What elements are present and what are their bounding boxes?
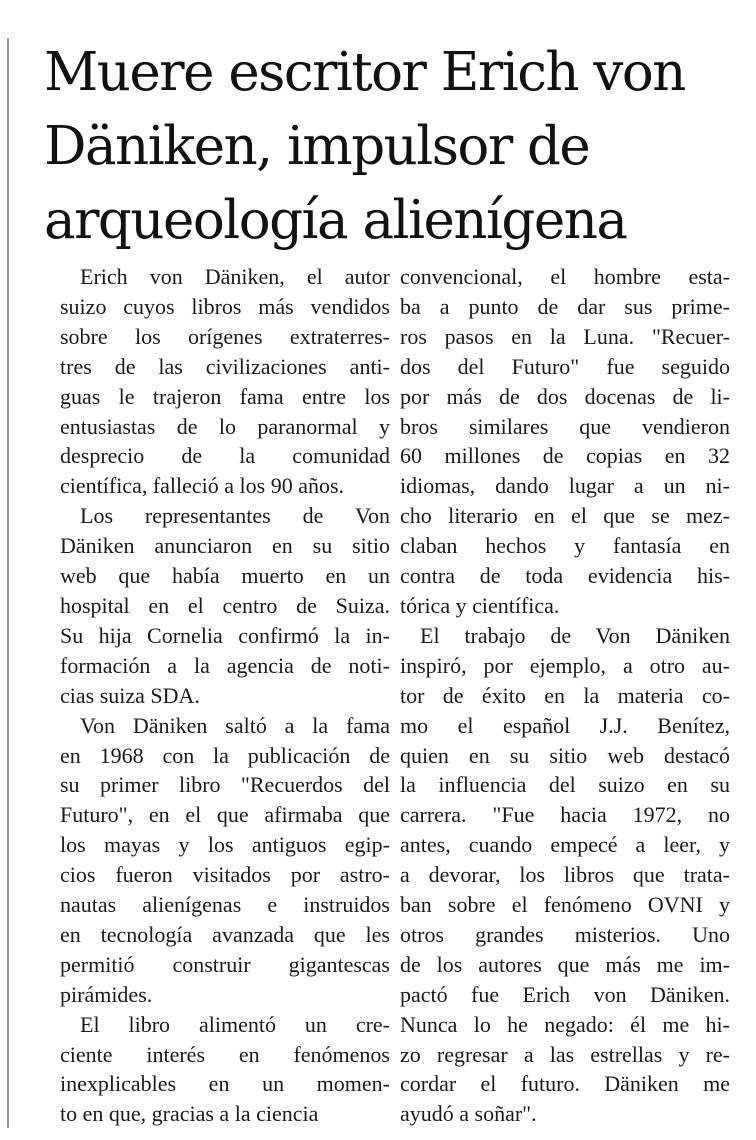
text-line: hospital en el centro de Suiza.	[60, 592, 390, 618]
headline-line: arqueología alienígena	[44, 190, 627, 251]
text-line: bros similares que vendieron	[400, 413, 730, 439]
text-line: en 1968 con la publicación de	[60, 742, 390, 768]
text-line: tor de éxito en la materia co-	[400, 682, 730, 708]
text-line: entusiastas de lo paranormal y	[60, 413, 390, 439]
text-line: El libro alimentó un cre-	[80, 1011, 390, 1037]
text-line: web que había muerto en un	[60, 563, 390, 589]
paragraph	[400, 262, 730, 621]
text-line: quien en su sitio web destacó	[400, 742, 730, 768]
text-line: cias suiza SDA.	[60, 682, 200, 708]
paragraph	[400, 621, 730, 1129]
text-line: ban sobre el fenómeno OVNI y	[400, 892, 730, 918]
text-line: nautas alienígenas e instruidos	[60, 892, 390, 918]
text-line: cho literario en el que se mez-	[400, 503, 730, 529]
text-line: antes, cuando empecé a leer, y	[400, 832, 730, 858]
paragraph	[60, 262, 390, 501]
text-line: claban hechos y fantasía en	[400, 533, 730, 559]
paragraph	[60, 501, 390, 710]
text-line: cordar el futuro. Däniken me	[400, 1071, 730, 1097]
text-line: los mayas y los antiguos egip-	[60, 832, 390, 858]
text-column-left	[60, 262, 390, 1129]
text-line: contra de toda evidencia his-	[400, 563, 730, 589]
headline-line: Muere escritor Erich von	[44, 42, 685, 103]
text-line: dos del Futuro" fue seguido	[400, 353, 730, 379]
text-line: 60 millones de copias en 32	[400, 443, 730, 469]
text-line: convencional, el hombre esta-	[400, 264, 730, 289]
text-line: Erich von Däniken, el autor	[80, 264, 390, 289]
text-line: ba a punto de dar sus prime-	[400, 293, 730, 319]
text-line: Su hija Cornelia confirmó la in-	[60, 622, 390, 648]
text-line: cios fueron visitados por astro-	[60, 862, 390, 888]
text-line: carrera. "Fue hacia 1972, no	[400, 802, 730, 828]
text-line: ayudó a soñar".	[400, 1101, 537, 1127]
text-line: tórica y científica.	[400, 592, 560, 618]
headline-line: Däniken, impulsor de	[44, 116, 590, 177]
text-line: otros grandes misterios. Uno	[400, 921, 730, 947]
text-line: inspiró, por ejemplo, a otro au-	[400, 652, 730, 678]
text-line: ros pasos en la Luna. "Recuer-	[400, 323, 730, 349]
text-line: pactó fue Erich von Däniken.	[400, 981, 730, 1007]
text-line: su primer libro "Recuerdos del	[60, 772, 390, 798]
text-line: guas le trajeron fama entre los	[60, 383, 390, 409]
text-line: Nunca lo he negado: él me hi-	[400, 1011, 730, 1037]
text-line: de los autores que más me im-	[400, 951, 730, 977]
text-line: por más de dos docenas de li-	[400, 383, 730, 409]
paragraph	[60, 1010, 390, 1130]
text-line: mo el español J.J. Benítez,	[400, 712, 730, 738]
text-line: Futuro", en el que afirmaba que	[60, 802, 390, 828]
text-line: zo regresar a las estrellas y re-	[400, 1041, 730, 1067]
text-line: permitió construir gigantescas	[60, 951, 390, 977]
text-line: idiomas, dando lugar a un ni-	[400, 473, 730, 499]
text-line: ciente interés en fenómenos	[60, 1041, 390, 1067]
text-line: El trabajo de Von Däniken	[420, 622, 730, 648]
text-line: a devorar, los libros que trata-	[400, 862, 730, 888]
text-line: Von Däniken saltó a la fama	[80, 712, 390, 738]
text-line: tres de las civilizaciones anti-	[60, 353, 390, 379]
text-line: pirámides.	[60, 981, 153, 1007]
text-line: Los representantes de Von	[80, 503, 390, 529]
column-rule	[7, 38, 9, 1128]
text-line: Däniken anunciaron en su sitio	[60, 533, 390, 559]
headline	[44, 36, 744, 258]
text-column-right	[400, 262, 730, 1129]
text-line: la influencia del suizo en su	[400, 772, 730, 798]
text-line: en tecnología avanzada que les	[60, 921, 390, 947]
text-line: inexplicables en un momen-	[60, 1071, 390, 1097]
text-line: suizo cuyos libros más vendidos	[60, 293, 390, 319]
text-line: desprecio de la comunidad	[60, 443, 390, 469]
text-line: formación a la agencia de noti-	[60, 652, 390, 678]
text-line: to en que, gracias a la ciencia	[60, 1101, 319, 1127]
paragraph	[60, 711, 390, 1010]
text-line: sobre los orígenes extraterres-	[60, 323, 390, 349]
text-line: científica, falleció a los 90 años.	[60, 473, 345, 499]
